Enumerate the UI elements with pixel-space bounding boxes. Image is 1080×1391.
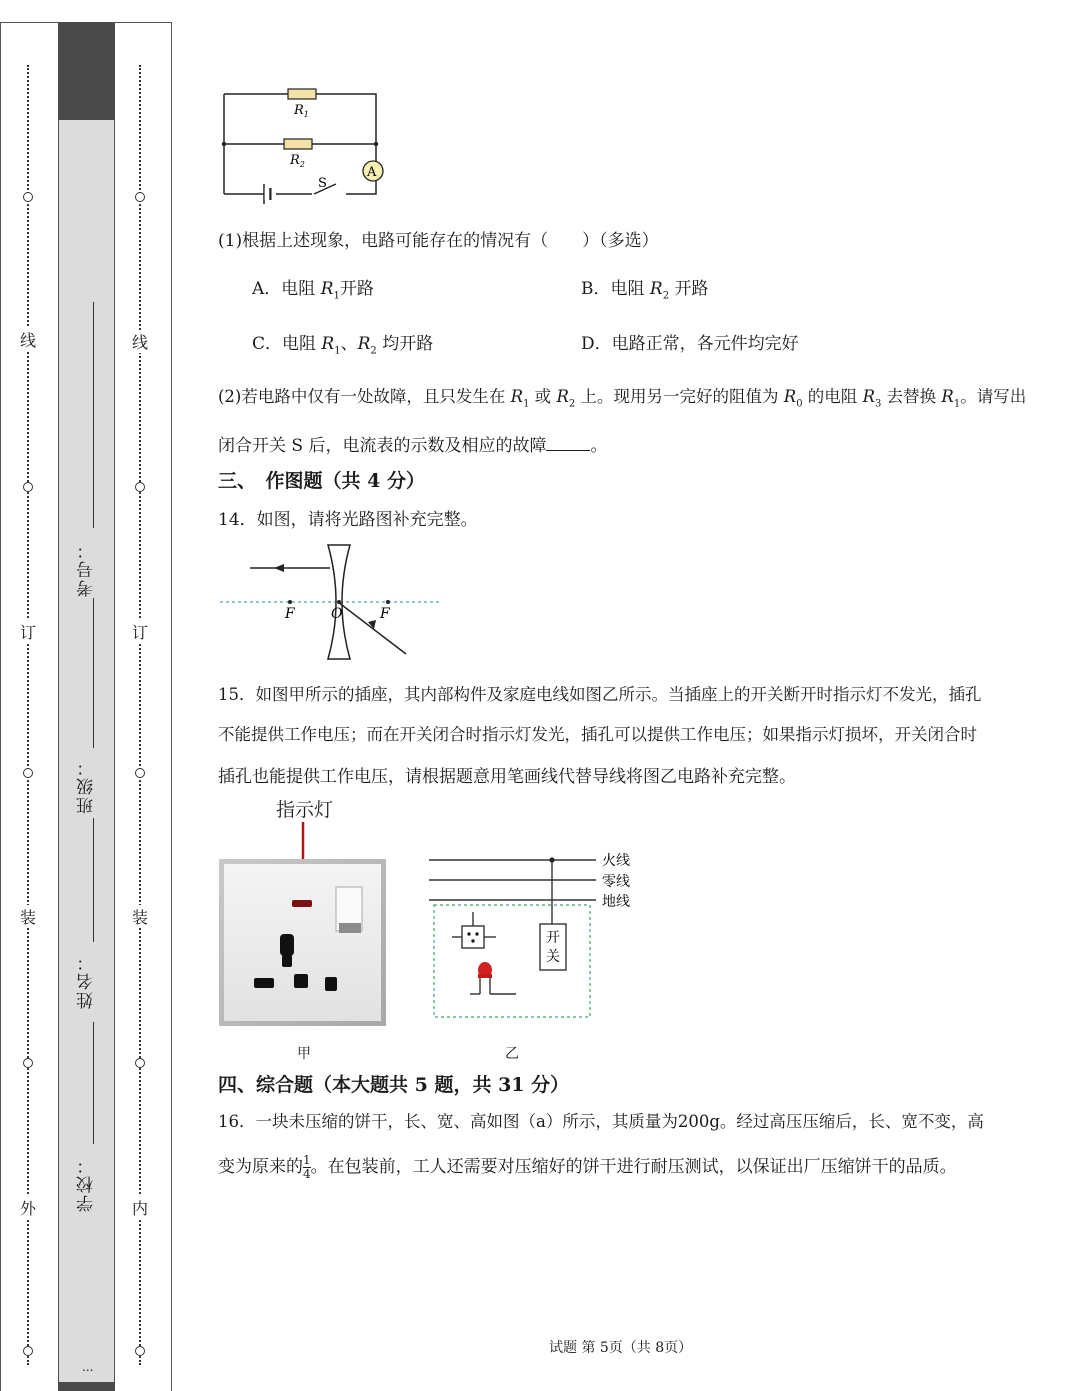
fire-line-label: 火线 [602, 853, 630, 869]
optical-center-label: O [331, 606, 343, 622]
page-footer: 试题 第 5页（共 8页） [549, 1340, 693, 1356]
svg-text:R2: $R_2$ [290, 153, 305, 169]
caption-jia: 甲 [297, 1046, 311, 1062]
inner-circle [135, 1058, 145, 1068]
xuexiao-label: 学校： [77, 1155, 97, 1212]
binding-ellipsis: ... [82, 1360, 94, 1374]
q13-part2-line1: (2)若电路中仅有一处故障，且只发生在 $R_1$ 或 $R_2$ 上。现用另一完好的阻值为 $R_0$ 的电阻 $R_3$ 去替换 $R_1$。请写出 [218, 387, 1027, 410]
section3-heading: 三、 作图题（共 4 分） [218, 470, 425, 492]
banji-line [93, 598, 94, 748]
q13-option-b: B．电阻 $R_2$ 开路 [581, 279, 709, 302]
xingming-label: 姓名： [77, 952, 97, 1009]
inner-char-xian: 线 [130, 330, 150, 353]
outer-dotted-line [27, 65, 29, 1365]
q16-line1: 16．一块未压缩的饼干，长、宽、高如图（a）所示，其质量为200g。经过高压压缩后，长、宽不变，高 [218, 1112, 984, 1131]
outer-circle [23, 1346, 33, 1356]
switch-char-1: 开 [546, 930, 560, 946]
inner-circle [135, 192, 145, 202]
section4-heading: 四、综合题（本大题共 5 题，共 31 分） [218, 1074, 570, 1096]
outer-circle [23, 192, 33, 202]
outer-char-ding: 订 [18, 620, 38, 643]
banji-label: 班级： [77, 757, 97, 814]
q13-part1: (1)根据上述现象，电路可能存在的情况有（ ）（多选） [218, 231, 659, 251]
socket-photo [218, 822, 388, 1030]
inner-circle [135, 1346, 145, 1356]
xuexiao-line [93, 1022, 94, 1144]
outer-circle [23, 768, 33, 778]
outer-char-zhuang: 装 [18, 905, 38, 928]
kaohao-line [93, 302, 94, 528]
outer-char-wai: 外 [18, 1196, 38, 1219]
ammeter-label: A [367, 165, 377, 180]
r2-label: R [290, 153, 300, 168]
circuit-diagram-resistors [216, 84, 392, 204]
q13-option-a: A．电阻 $R_1$开路 [252, 279, 374, 302]
inner-char-nei: 内 [130, 1196, 150, 1219]
xingming-line [93, 818, 94, 942]
switch-label: S [318, 176, 327, 191]
binding-dark-block-bottom [58, 1382, 115, 1391]
svg-text:R1: $R_1$ [294, 103, 309, 119]
lens-diagram [218, 540, 448, 664]
answer-blank[interactable] [546, 436, 590, 451]
inner-circle [135, 768, 145, 778]
q13-part2-line2: 闭合开关 S 后，电流表的示数及相应的故障 。 [218, 436, 608, 456]
indicator-label: 指示灯 [276, 799, 334, 821]
inner-circle [135, 482, 145, 492]
outer-circle [23, 1058, 33, 1068]
q15-line3: 插孔也能提供工作电压，请根据题意用笔画线代替导线将图乙电路补充完整。 [218, 767, 796, 787]
ground-line-label: 地线 [602, 894, 630, 910]
neutral-line-label: 零线 [602, 874, 630, 890]
inner-dotted-line [139, 65, 141, 1365]
q13-option-d: D．电路正常，各元件均完好 [581, 334, 799, 354]
binding-dark-block [58, 22, 115, 120]
fraction-one-quarter: $\frac{1}{4}$ [303, 1153, 311, 1181]
outer-char-xian: 线 [18, 328, 38, 351]
focus-right-label: F [380, 606, 390, 622]
q16-line2: 变为原来的 $\frac{1}{4}$ 。在包装前，工人还需要对压缩好的饼干进行耐压测试，以保证出厂压缩饼干的品质。 [218, 1153, 957, 1181]
inner-char-zhuang: 装 [130, 905, 150, 928]
focus-left-label: F [285, 606, 295, 622]
r1-label: R [294, 103, 304, 118]
wiring-diagram [426, 850, 636, 1024]
q15-line1: 15．如图甲所示的插座，其内部构件及家庭电线如图乙所示。当插座上的开关断开时指示灯不发光，插孔 [218, 685, 982, 704]
caption-yi: 乙 [505, 1046, 519, 1062]
q15-line2: 不能提供工作电压；而在开关闭合时指示灯发光，插孔可以提供工作电压；如果指示灯损坏，开关闭合时 [218, 725, 977, 744]
q14-text: 14．如图，请将光路图补充完整。 [218, 510, 478, 530]
inner-char-ding: 订 [130, 620, 150, 643]
q13-option-c: C．电阻 $R_1$、$R_2$ 均开路 [252, 334, 434, 357]
outer-circle [23, 482, 33, 492]
kaohao-label: 考号： [77, 540, 97, 597]
switch-char-2: 关 [546, 949, 560, 965]
